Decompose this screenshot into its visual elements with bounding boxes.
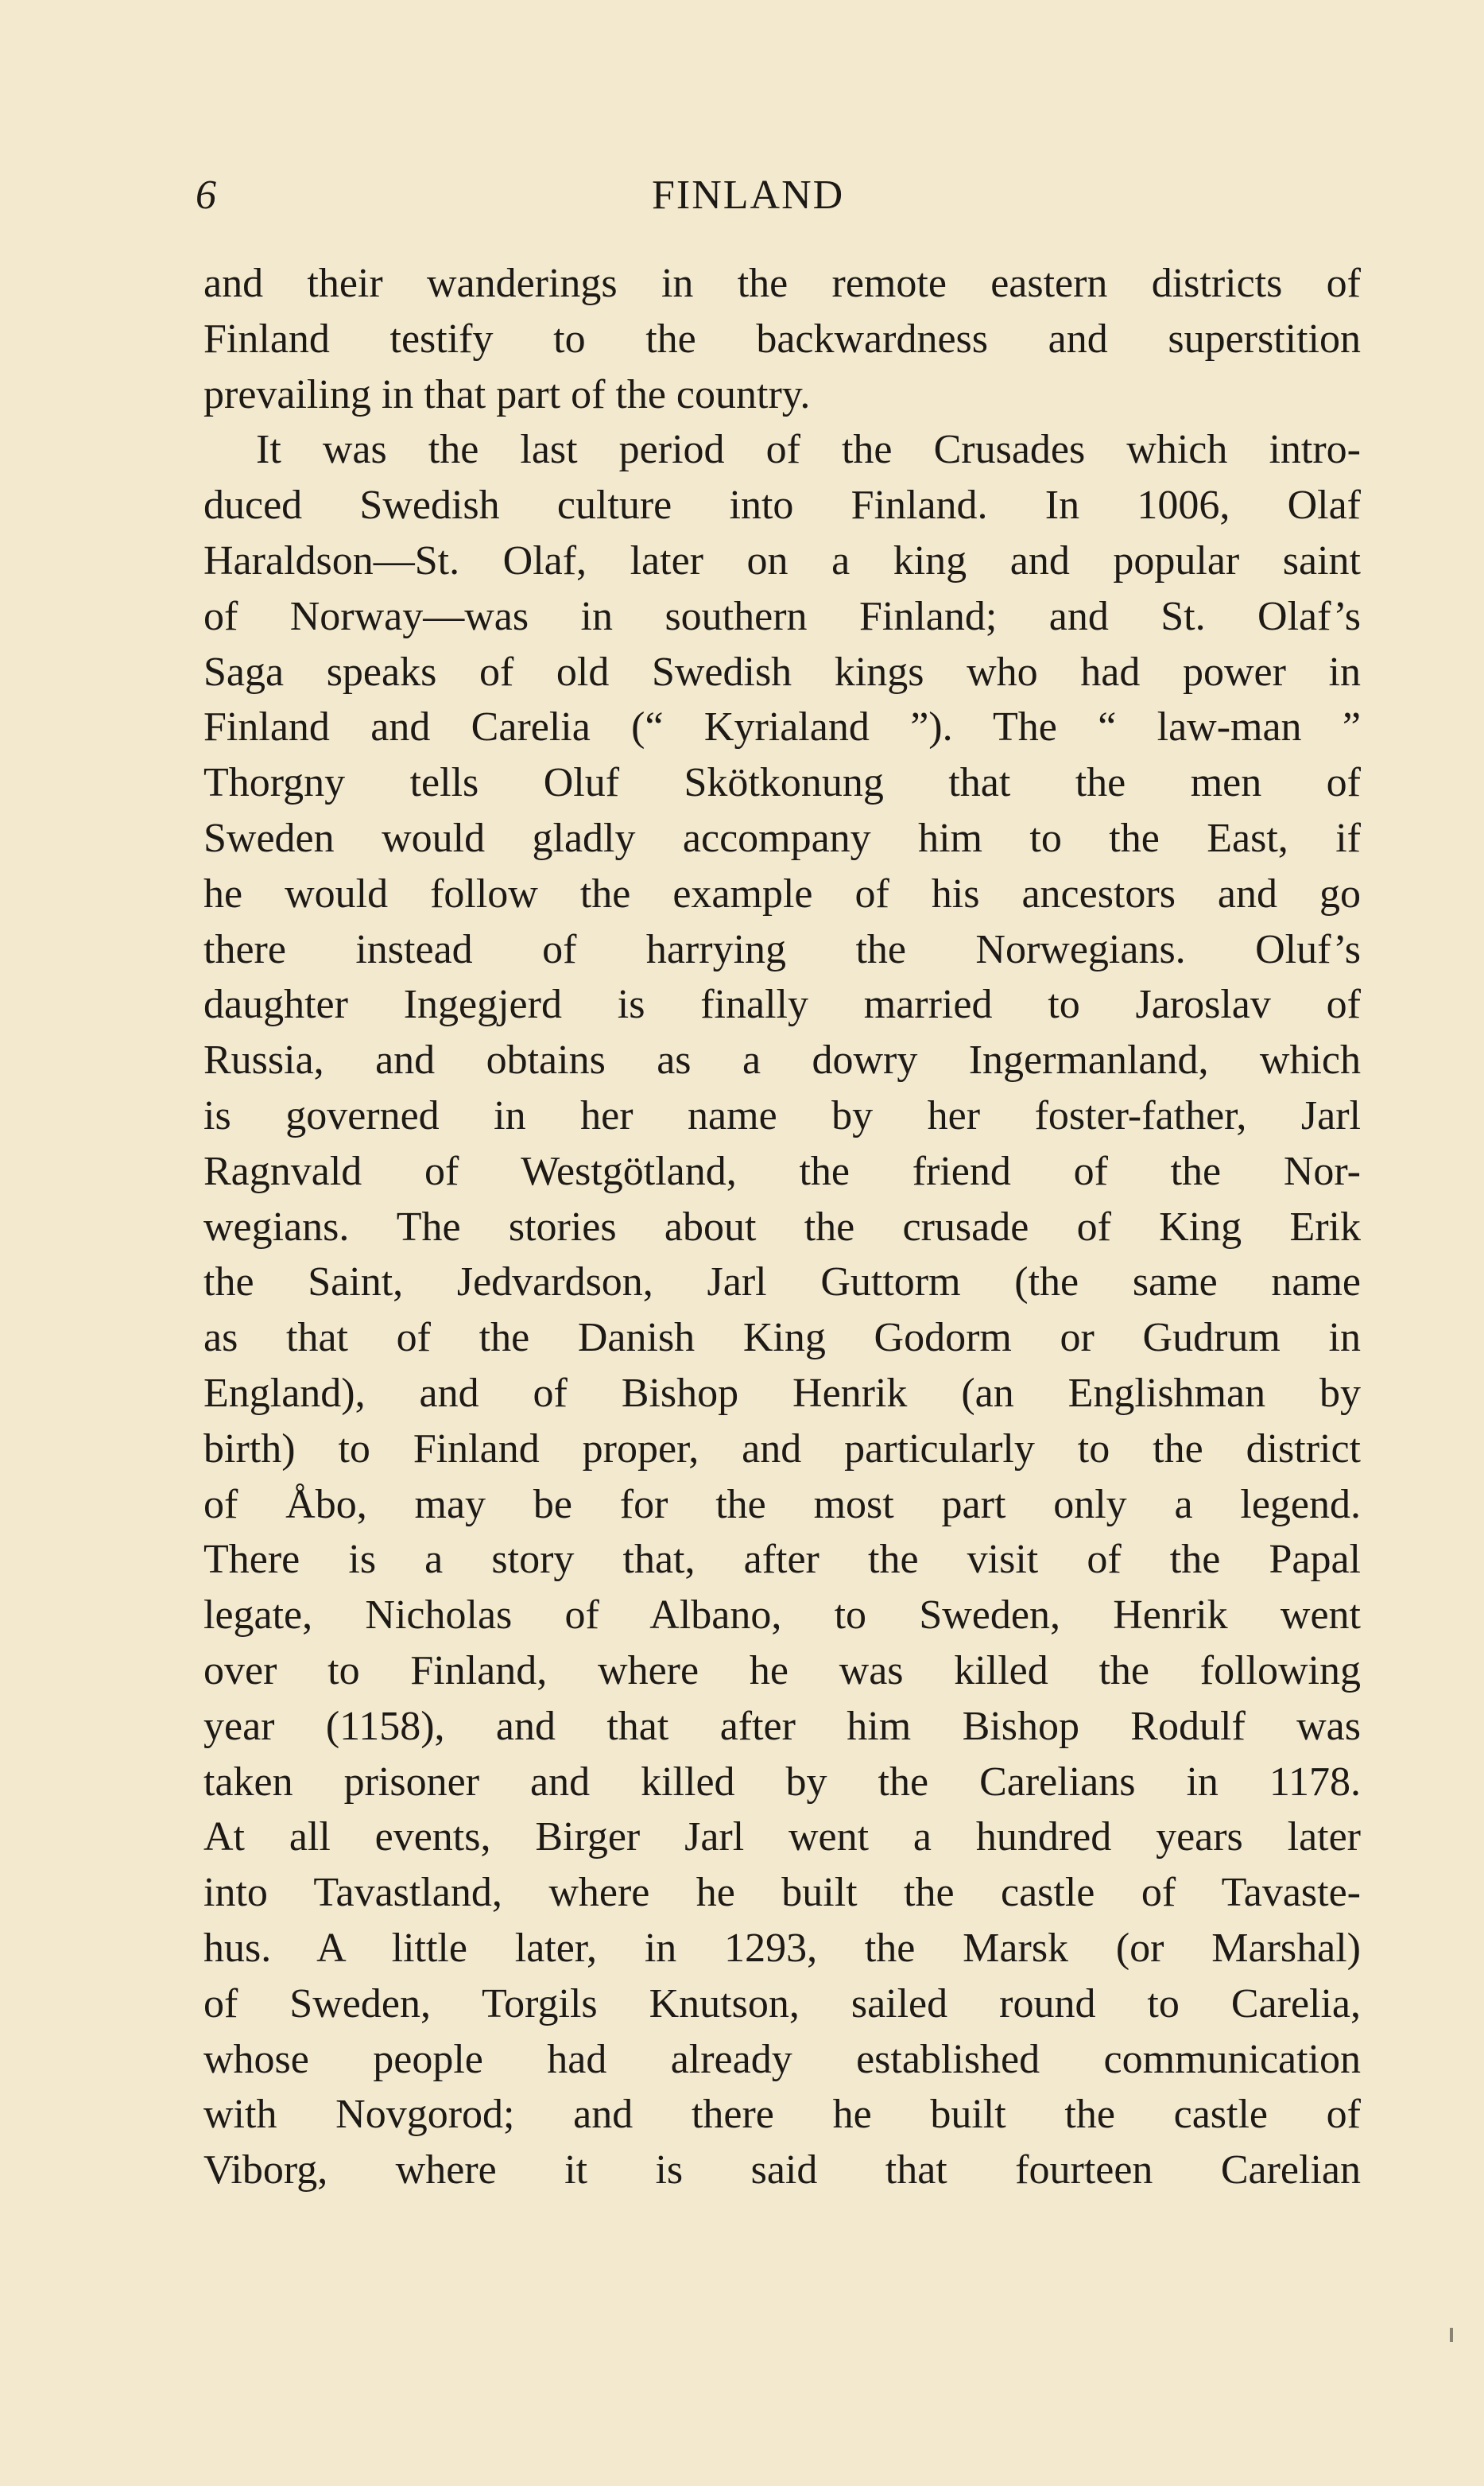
text-line: England), and of Bishop Henrik (an Englishman by xyxy=(203,1370,1361,1416)
text-line: prevailing in that part of the country. xyxy=(203,371,811,417)
text-line: wegians. The stories about the crusade of King Erik xyxy=(203,1204,1361,1250)
text-line: Viborg, where it is said that fourteen Carelian xyxy=(203,2147,1361,2193)
text-line: Finland testify to the backwardness and superstition xyxy=(203,316,1361,362)
text-line: there instead of harrying the Norwegians. Oluf’s xyxy=(203,926,1361,972)
text-line: as that of the Danish King Godorm or Gudrum in xyxy=(203,1315,1361,1361)
text-line: the Saint, Jedvardson, Jarl Guttorm (the same name xyxy=(203,1259,1361,1305)
text-line: is governed in her name by her foster-father, Jarl xyxy=(203,1092,1361,1138)
paper-speck xyxy=(1450,2328,1453,2342)
text-line: There is a story that, after the visit of the Papal xyxy=(203,1537,1361,1583)
body-text xyxy=(203,256,1361,2198)
page-number: 6 xyxy=(196,173,216,218)
text-line: Sweden would gladly accompany him to the East, if xyxy=(203,815,1361,861)
text-line: of Norway—was in southern Finland; and St. Olaf’s xyxy=(203,593,1361,639)
text-line: legate, Nicholas of Albano, to Sweden, Henrik went xyxy=(203,1592,1361,1639)
text-line: he would follow the example of his ancestors and go xyxy=(203,871,1361,917)
text-line: birth) to Finland proper, and particularly to the district xyxy=(203,1425,1361,1472)
text-line: At all events, Birger Jarl went a hundred years later xyxy=(203,1814,1361,1860)
text-line: Ragnvald of Westgötland, the friend of the Nor- xyxy=(203,1148,1361,1194)
text-line: of Sweden, Torgils Knutson, sailed round to Carelia, xyxy=(203,1980,1361,2026)
text-line: duced Swedish culture into Finland. In 1006, Olaf xyxy=(203,483,1361,529)
text-line: It was the last period of the Crusades which intro- xyxy=(256,427,1361,473)
text-line: Thorgny tells Oluf Skötkonung that the men of xyxy=(203,760,1361,806)
text-line: Russia, and obtains as a dowry Ingermanland, which xyxy=(203,1037,1361,1084)
text-line: daughter Ingegjerd is finally married to Jaroslav of xyxy=(203,982,1361,1028)
text-line: whose people had already established communication xyxy=(203,2036,1361,2082)
text-line: with Novgorod; and there he built the castle of xyxy=(203,2092,1361,2138)
text-line: Haraldson—St. Olaf, later on a king and popular saint xyxy=(203,537,1361,584)
text-line: taken prisoner and killed by the Carelians in 1178. xyxy=(203,1759,1361,1805)
text-line: over to Finland, where he was killed the following xyxy=(203,1647,1361,1693)
text-line: and their wanderings in the remote eastern districts of xyxy=(203,261,1361,306)
text-line: hus. A little later, in 1293, the Marsk (or Marshal) xyxy=(203,1925,1361,1971)
text-line: of Åbo, may be for the most part only a legend. xyxy=(203,1481,1361,1527)
text-line: Finland and Carelia (“ Kyrialand ”). The “ law-man ” xyxy=(203,704,1361,750)
running-head: FINLAND xyxy=(652,173,845,218)
text-line: year (1158), and that after him Bishop Rodulf was xyxy=(203,1703,1361,1749)
text-line: into Tavastland, where he built the castle of Tavaste- xyxy=(203,1870,1361,1916)
text-line: Saga speaks of old Swedish kings who had power in xyxy=(203,649,1361,695)
